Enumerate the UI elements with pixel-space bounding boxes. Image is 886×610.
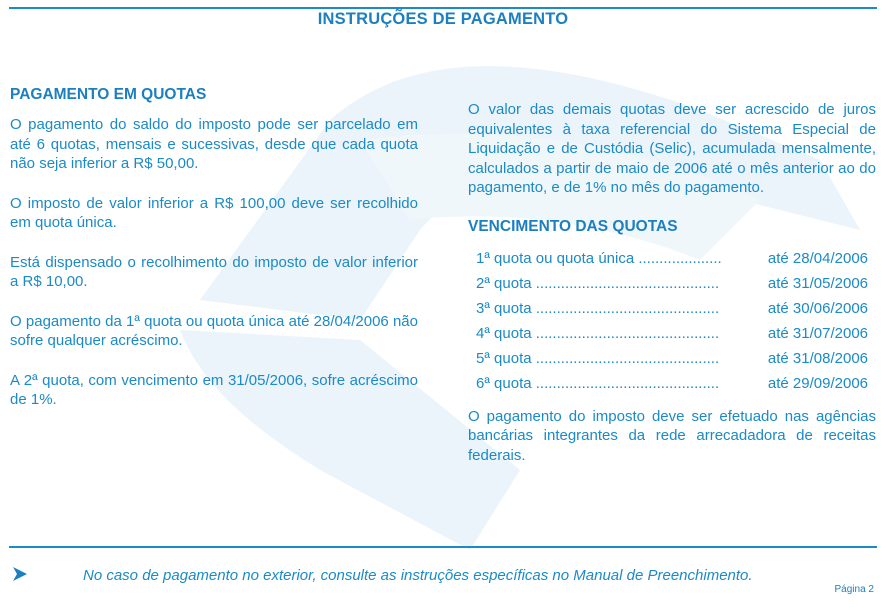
due-date-row bbox=[476, 371, 868, 396]
paragraph-segunda-quota: A 2ª quota, com vencimento em 31/05/2006, sofre acréscimo de 1%. bbox=[10, 371, 418, 408]
due-date-row bbox=[476, 271, 868, 296]
due-date-label: 1ª quota ou quota única .................... bbox=[476, 249, 722, 267]
due-dates-list bbox=[476, 246, 868, 396]
due-date-label: 4ª quota ............................................ bbox=[476, 324, 720, 342]
section-heading-vencimento: VENCIMENTO DAS QUOTAS bbox=[468, 217, 678, 235]
due-date-value: até 31/08/2006 bbox=[767, 349, 868, 367]
due-date-value: até 29/09/2006 bbox=[767, 374, 868, 392]
page-title: INSTRUÇÕES DE PAGAMENTO bbox=[317, 10, 569, 28]
paragraph-parcelamento: O pagamento do saldo do imposto pode ser parcelado em até 6 quotas, mensais e sucessivas, desde que cada quota não seja inferior a R$ 50,00. bbox=[10, 116, 418, 172]
paragraph-quota-unica: O imposto de valor inferior a R$ 100,00 deve ser recolhido em quota única. bbox=[10, 194, 418, 231]
due-date-value: até 31/05/2006 bbox=[767, 274, 868, 292]
due-date-row bbox=[476, 296, 868, 321]
right-column bbox=[468, 100, 876, 485]
due-date-row bbox=[476, 246, 868, 271]
paragraph-primeira-quota: O pagamento da 1ª quota ou quota única até 28/04/2006 não sofre qualquer acréscimo. bbox=[10, 312, 418, 349]
due-date-value: até 28/04/2006 bbox=[767, 249, 868, 267]
due-date-value: até 30/06/2006 bbox=[767, 299, 868, 317]
due-date-label: 3ª quota ............................................ bbox=[476, 299, 720, 317]
due-date-value: até 31/07/2006 bbox=[767, 324, 868, 342]
arrow-right-icon bbox=[12, 566, 28, 582]
due-date-label: 6ª quota ............................................ bbox=[476, 374, 720, 392]
paragraph-juros: O valor das demais quotas deve ser acrescido de juros equivalentes à taxa referencial do Sistema Especial de Liquidação e de Custódia (Selic), acumulada mensalmente, calculados a partir de maio de 2006 até o mês anterior ao do pagamento, e de 1% no mês do pagamento. bbox=[468, 101, 876, 196]
top-rule bbox=[9, 7, 877, 9]
due-date-label: 2ª quota ............................................ bbox=[476, 274, 720, 292]
footer-note: No caso de pagamento no exterior, consulte as instruções específicas no Manual de Preenchimento. bbox=[83, 567, 753, 584]
page-number: Página 2 bbox=[834, 584, 874, 595]
section-heading-quotas: PAGAMENTO EM QUOTAS bbox=[10, 86, 207, 103]
due-date-row bbox=[476, 346, 868, 371]
paragraph-agencias: O pagamento do imposto deve ser efetuado nas agências bancárias integrantes da rede arrecadadora de receitas federais. bbox=[468, 407, 876, 464]
left-column bbox=[10, 86, 418, 430]
due-date-label: 5ª quota ............................................ bbox=[476, 349, 720, 367]
bottom-rule bbox=[9, 546, 877, 548]
due-date-row bbox=[476, 321, 868, 346]
paragraph-dispensa: Está dispensado o recolhimento do imposto de valor inferior a R$ 10,00. bbox=[10, 253, 418, 290]
